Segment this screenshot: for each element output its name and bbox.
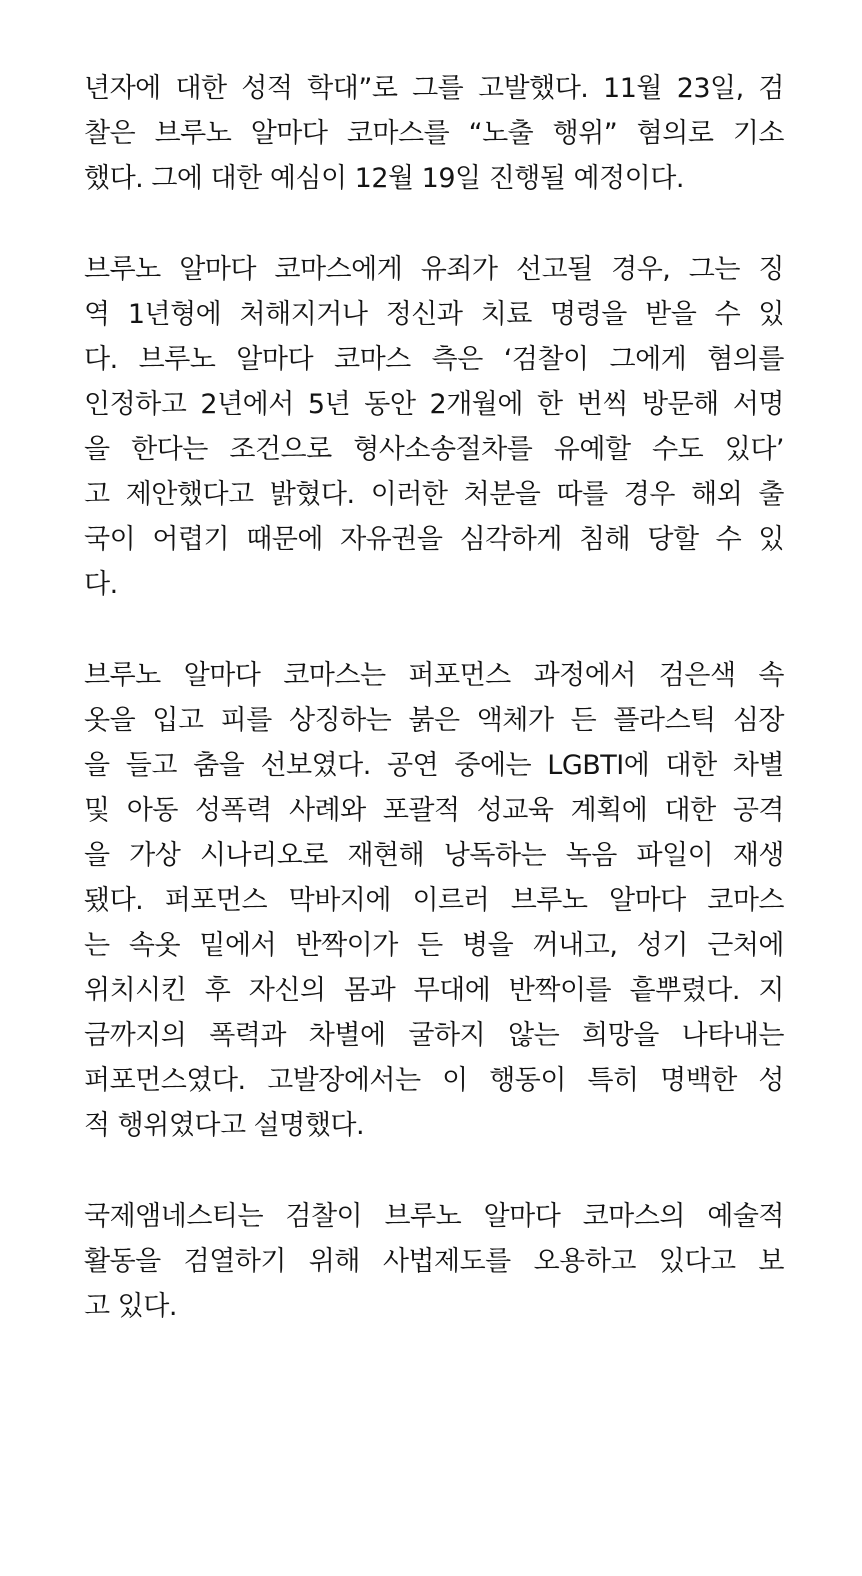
- text-line: 년자에 대한 성적 학대”로 그를 고발했다. 11월 23일, 검: [84, 73, 784, 104]
- text-line: 을 한다는 조건으로 형사소송절차를 유예할 수도 있다’: [84, 434, 784, 465]
- text-line: 고 제안했다고 밝혔다. 이러한 처분을 따를 경우 해외 출: [84, 479, 784, 510]
- text-line: 활동을 검열하기 위해 사법제도를 오용하고 있다고 보: [84, 1246, 784, 1277]
- text-line: 다.: [84, 569, 118, 600]
- article-body: [84, 66, 784, 1375]
- text-line: 인정하고 2년에서 5년 동안 2개월에 한 번씩 방문해 서명: [84, 389, 784, 420]
- text-line: 했다. 그에 대한 예심이 12월 19일 진행될 예정이다.: [84, 163, 684, 194]
- paragraph-2: [84, 247, 784, 607]
- text-line: 위치시킨 후 자신의 몸과 무대에 반짝이를 흩뿌렸다. 지: [84, 975, 784, 1006]
- text-line: 을 가상 시나리오로 재현해 낭독하는 녹음 파일이 재생: [84, 840, 784, 871]
- paragraph-3: [84, 653, 784, 1148]
- text-line: 다. 브루노 알마다 코마스 측은 ‘검찰이 그에게 혐의를: [84, 344, 784, 375]
- text-line: 퍼포먼스였다. 고발장에서는 이 행동이 특히 명백한 성: [84, 1065, 784, 1096]
- text-line: 및 아동 성폭력 사례와 포괄적 성교육 계획에 대한 공격: [84, 795, 784, 826]
- text-line: 적 행위였다고 설명했다.: [84, 1110, 365, 1141]
- text-line: 브루노 알마다 코마스에게 유죄가 선고될 경우, 그는 징: [84, 254, 784, 285]
- paragraph-1: [84, 66, 784, 201]
- text-line: 국이 어렵기 때문에 자유권을 심각하게 침해 당할 수 있: [84, 524, 784, 555]
- text-line: 옷을 입고 피를 상징하는 붉은 액체가 든 플라스틱 심장: [84, 705, 784, 736]
- text-line: 을 들고 춤을 선보였다. 공연 중에는 LGBTI에 대한 차별: [84, 750, 784, 781]
- text-line: 됐다. 퍼포먼스 막바지에 이르러 브루노 알마다 코마스: [84, 885, 784, 916]
- text-line: 찰은 브루노 알마다 코마스를 “노출 행위” 혐의로 기소: [84, 118, 784, 149]
- paragraph-4: [84, 1194, 784, 1329]
- text-line: 고 있다.: [84, 1291, 177, 1322]
- text-line: 금까지의 폭력과 차별에 굴하지 않는 희망을 나타내는: [84, 1020, 784, 1051]
- text-line: 국제앰네스티는 검찰이 브루노 알마다 코마스의 예술적: [84, 1201, 784, 1232]
- text-line: 는 속옷 밑에서 반짝이가 든 병을 꺼내고, 성기 근처에: [84, 930, 784, 961]
- text-line: 역 1년형에 처해지거나 정신과 치료 명령을 받을 수 있: [84, 299, 784, 330]
- text-line: 브루노 알마다 코마스는 퍼포먼스 과정에서 검은색 속: [84, 660, 784, 691]
